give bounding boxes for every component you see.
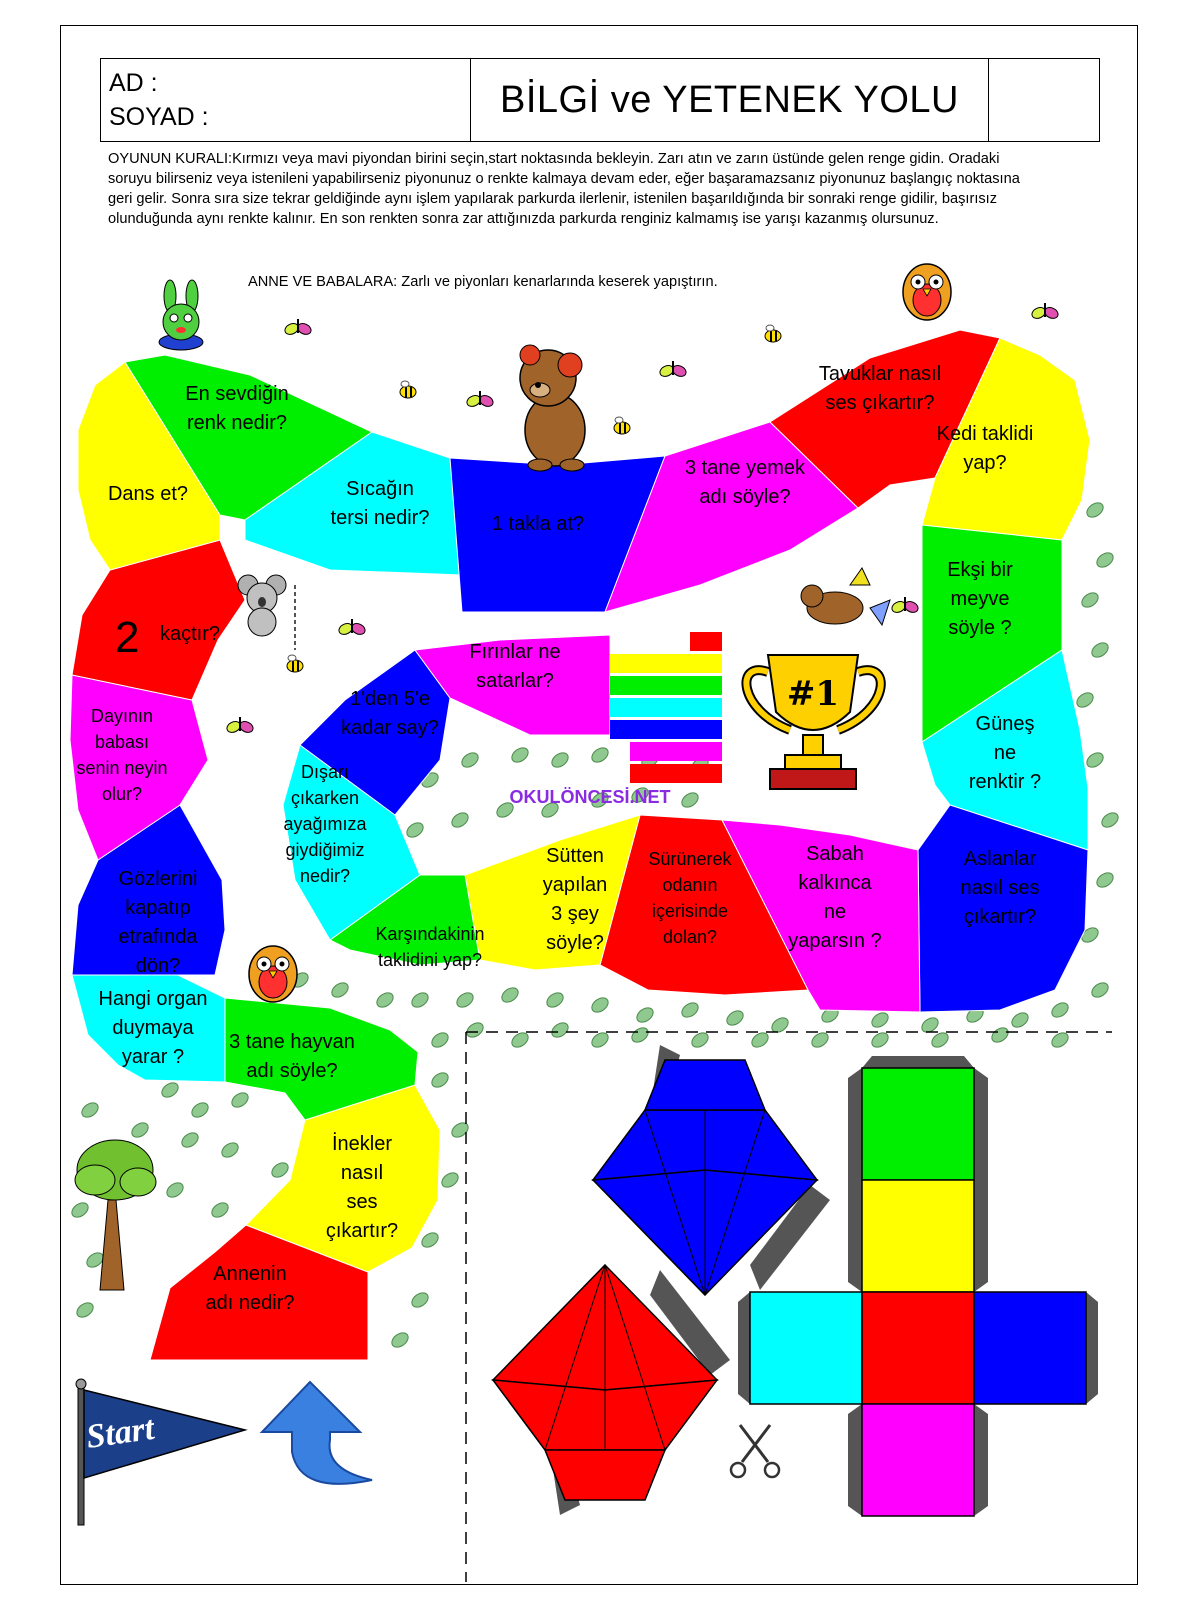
finish-stripe bbox=[690, 632, 722, 651]
finish-stripe bbox=[610, 720, 722, 739]
cell-label: etrafında bbox=[118, 926, 198, 948]
cell-label: kalkınca bbox=[798, 872, 872, 894]
cell-label: En sevdiğin bbox=[185, 383, 289, 405]
leaf-icon bbox=[164, 1180, 186, 1200]
leaf-icon bbox=[869, 1010, 891, 1030]
cell-label: yaparsın ? bbox=[788, 930, 882, 952]
leaf-icon bbox=[1049, 1030, 1071, 1050]
finish-stripe bbox=[610, 654, 722, 673]
leaf-icon bbox=[1009, 1010, 1031, 1030]
die-face bbox=[750, 1292, 862, 1404]
cell-label: nasıl bbox=[340, 1162, 384, 1184]
cell-label: Fırınlar ne bbox=[469, 641, 561, 663]
cell-label: ses bbox=[346, 1191, 378, 1213]
butterfly-icon bbox=[658, 361, 688, 378]
pyramid-net-red bbox=[493, 1265, 730, 1515]
leaf-icon bbox=[589, 745, 611, 765]
leaf-icon bbox=[634, 1005, 656, 1025]
leaf-icon bbox=[499, 985, 521, 1005]
bee-icon bbox=[765, 325, 781, 342]
cell-label: nedir? bbox=[299, 866, 351, 886]
cell-label: Güneş bbox=[975, 713, 1035, 735]
cell-label: yap? bbox=[963, 452, 1007, 474]
leaf-icon bbox=[869, 1030, 891, 1050]
start-label: Start bbox=[83, 1409, 157, 1456]
bunny-icon bbox=[159, 280, 203, 350]
die-face bbox=[862, 1180, 974, 1292]
koala-icon bbox=[238, 575, 295, 650]
bee-icon bbox=[287, 655, 303, 672]
leaf-icon bbox=[79, 1100, 101, 1120]
cell-label: Dayının bbox=[90, 706, 154, 726]
cell-label: olur? bbox=[101, 784, 143, 804]
finish-stripe bbox=[610, 676, 722, 695]
die-face bbox=[974, 1292, 1086, 1404]
leaf-icon bbox=[389, 1330, 411, 1350]
cell-label: kadar say? bbox=[341, 717, 439, 739]
cell-label: taklidini yap? bbox=[377, 950, 483, 970]
leaf-icon bbox=[209, 1200, 231, 1220]
leaf-icon bbox=[679, 1000, 701, 1020]
cell-label: Sıcağın bbox=[346, 478, 414, 500]
leaf-icon bbox=[179, 1130, 201, 1150]
leaf-icon bbox=[1084, 750, 1106, 770]
cell-label: Karşındakinin bbox=[375, 924, 485, 944]
leaf-icon bbox=[409, 990, 431, 1010]
finish-stripe bbox=[610, 698, 722, 717]
leaf-icon bbox=[989, 1025, 1011, 1045]
cell-label: çıkartır? bbox=[325, 1220, 399, 1242]
leaf-icon bbox=[1094, 550, 1116, 570]
leaf-icon bbox=[1074, 690, 1096, 710]
cell-label: ses çıkartır? bbox=[825, 392, 935, 414]
finish-stripe bbox=[630, 742, 722, 761]
leaf-icon bbox=[629, 1025, 651, 1045]
cell-label: Kedi taklidi bbox=[936, 423, 1034, 445]
cell-label: adı nedir? bbox=[205, 1292, 295, 1314]
butterfly-icon bbox=[890, 597, 920, 614]
cell-label: Dışarı bbox=[300, 762, 350, 782]
page-title: BİLGİ ve YETENEK YOLU bbox=[471, 59, 989, 141]
cell-label: Sütten bbox=[546, 845, 604, 867]
leaf-icon bbox=[454, 990, 476, 1010]
cell-label: söyle ? bbox=[948, 617, 1012, 639]
leaf-icon bbox=[689, 1030, 711, 1050]
leaf-icon bbox=[374, 990, 396, 1010]
leaf-icon bbox=[1084, 500, 1106, 520]
cell-label: ne bbox=[993, 742, 1017, 764]
bee-icon bbox=[614, 417, 630, 434]
cell-label: çıkartır? bbox=[963, 906, 1037, 928]
cell-label: adı söyle? bbox=[699, 486, 791, 508]
cell-label: 3 şey bbox=[551, 903, 599, 925]
owl-pawn-icon bbox=[903, 264, 951, 320]
cell-label: kaçtır? bbox=[159, 623, 221, 645]
surname-label: SOYAD : bbox=[109, 103, 209, 131]
bee-icon bbox=[400, 381, 416, 398]
leaf-icon bbox=[159, 1080, 181, 1100]
board-cell bbox=[72, 540, 245, 700]
cell-label: renktir ? bbox=[968, 771, 1042, 793]
leaf-icon bbox=[724, 1008, 746, 1028]
leaf-icon bbox=[449, 1120, 471, 1140]
cell-label: 1 takla at? bbox=[491, 513, 585, 535]
leaf-icon bbox=[1089, 980, 1111, 1000]
cell-label: Annenin bbox=[213, 1263, 287, 1285]
cell-label: babası bbox=[94, 732, 150, 752]
butterfly-icon bbox=[225, 717, 255, 734]
leaf-icon bbox=[404, 820, 426, 840]
leaf-icon bbox=[749, 1030, 771, 1050]
butterfly-icon bbox=[465, 391, 495, 408]
cell-label: Sürünerek bbox=[648, 849, 732, 869]
finish-stripes bbox=[610, 632, 722, 783]
leaf-icon bbox=[549, 1020, 571, 1040]
leaf-icon bbox=[509, 745, 531, 765]
cell-label: nasıl ses bbox=[960, 877, 1040, 899]
die-face bbox=[862, 1292, 974, 1404]
finish-stripe bbox=[630, 764, 722, 783]
cell-label: odanın bbox=[662, 875, 718, 895]
cell-label: meyve bbox=[950, 588, 1010, 610]
leaf-icon bbox=[1049, 1000, 1071, 1020]
leaf-icon bbox=[74, 1300, 96, 1320]
leaf-icon bbox=[409, 1290, 431, 1310]
cell-label: yarar ? bbox=[121, 1046, 185, 1068]
leaf-icon bbox=[809, 1030, 831, 1050]
butterfly-icon bbox=[1030, 303, 1060, 320]
leaf-icon bbox=[429, 1070, 451, 1090]
pyramid-net-blue bbox=[593, 1045, 830, 1295]
cell-label: giydiğimiz bbox=[285, 840, 365, 860]
start-flag bbox=[76, 1379, 245, 1525]
butterfly-icon bbox=[283, 319, 313, 336]
leaf-icon bbox=[929, 1030, 951, 1050]
leaf-icon bbox=[1079, 590, 1101, 610]
sleeping-animal-icon bbox=[801, 568, 890, 625]
cell-label: 3 tane hayvan bbox=[229, 1031, 355, 1053]
cell-label: İnekler bbox=[331, 1133, 393, 1155]
leaf-icon bbox=[219, 1140, 241, 1160]
name-label: AD : bbox=[109, 69, 158, 97]
cell-label: yapılan bbox=[542, 874, 608, 896]
tree-icon bbox=[75, 1140, 156, 1290]
game-rules: OYUNUN KURALI:Kırmızı veya mavi piyondan birini seçin,start noktasında bekleyin. Zarı atın ve zarın üstünde gelen renge gidin. Oradaki soruyu bilirseniz veya istenileni yapabilirseniz piyonunuz o renkte kalmaya devam eder, eğer başaramazsanız piyonunuz başlangıç noktasına geri gelir. Sonra sıra size tekrar geldiğinde aynı işlem yapılarak parkurda ilerlenir, istenilen başarıldığında bir sonraki renge gidilir, başırısız olunduğunda aynı renkte kalınır. En son renkten sonra zar attığınızda parkurda renginiz kalmamış ise yarışı kazanmış olursunuz. bbox=[108, 151, 1020, 227]
trophy-icon bbox=[746, 655, 880, 789]
cell-label: Hangi organ bbox=[98, 988, 208, 1010]
leaf-icon bbox=[544, 990, 566, 1010]
die-net bbox=[738, 1056, 1098, 1516]
leaf-icon bbox=[189, 1100, 211, 1120]
leaf-icon bbox=[129, 1120, 151, 1140]
cell-label: tersi nedir? bbox=[330, 507, 430, 529]
cell-label: dolan? bbox=[662, 927, 718, 947]
site-logo: OKULÖNCESİ.NET bbox=[509, 787, 671, 807]
leaf-icon bbox=[679, 790, 701, 810]
cell-label: Ekşi bir bbox=[947, 559, 1013, 581]
trophy-label: #1 bbox=[786, 674, 840, 714]
cell-label: kapatıp bbox=[125, 897, 191, 919]
cell-label: 3 tane yemek bbox=[684, 457, 806, 479]
blue-arrow-icon bbox=[262, 1382, 372, 1484]
die-face bbox=[862, 1404, 974, 1516]
leaf-icon bbox=[589, 1030, 611, 1050]
leaf-icon bbox=[1099, 810, 1121, 830]
cell-label: içerisinde bbox=[651, 901, 729, 921]
cell-label: 1'den 5'e bbox=[350, 688, 430, 710]
leaf-icon bbox=[229, 1090, 251, 1110]
leaf-icon bbox=[459, 750, 481, 770]
cell-label: senin neyin bbox=[76, 758, 168, 778]
parents-note: ANNE VE BABALARA: Zarlı ve piyonları kenarlarında keserek yapıştırın. bbox=[248, 274, 718, 290]
leaf-icon bbox=[1089, 640, 1111, 660]
cell-label: ayağımıza bbox=[283, 814, 367, 834]
cell-label: ne bbox=[823, 901, 847, 923]
cell-label: söyle? bbox=[546, 932, 604, 954]
owl-pawn-icon bbox=[249, 946, 297, 1002]
leaf-icon bbox=[429, 1030, 451, 1050]
cell-label: Tavuklar nasıl bbox=[818, 363, 942, 385]
leaf-icon bbox=[464, 1020, 486, 1040]
cell-label: Sabah bbox=[806, 843, 864, 865]
cutout-area bbox=[466, 1032, 1112, 1582]
leaf-icon bbox=[1094, 870, 1116, 890]
leaf-icon bbox=[69, 1200, 91, 1220]
cell-label: satarlar? bbox=[476, 670, 554, 692]
die-face bbox=[862, 1068, 974, 1180]
bear-icon bbox=[520, 345, 585, 471]
cell-label: dön? bbox=[135, 955, 181, 977]
leaf-icon bbox=[589, 995, 611, 1015]
leaf-icon bbox=[549, 750, 571, 770]
cell-label: Aslanlar bbox=[963, 848, 1037, 870]
leaf-icon bbox=[269, 1160, 291, 1180]
cell-number: 2 bbox=[115, 613, 140, 662]
leaf-icon bbox=[329, 980, 351, 1000]
cell-label: çıkarken bbox=[290, 788, 360, 808]
butterfly-icon bbox=[337, 619, 367, 636]
cell-label: Dans et? bbox=[107, 483, 189, 505]
cell-label: adı söyle? bbox=[246, 1060, 338, 1082]
leaf-icon bbox=[439, 1170, 461, 1190]
cell-label: duymaya bbox=[112, 1017, 194, 1039]
leaf-icon bbox=[509, 1030, 531, 1050]
cell-label: Gözlerini bbox=[118, 868, 198, 890]
leaf-icon bbox=[449, 810, 471, 830]
cell-label: renk nedir? bbox=[186, 412, 288, 434]
scissors-icon bbox=[731, 1425, 779, 1477]
leaf-icon bbox=[419, 1230, 441, 1250]
